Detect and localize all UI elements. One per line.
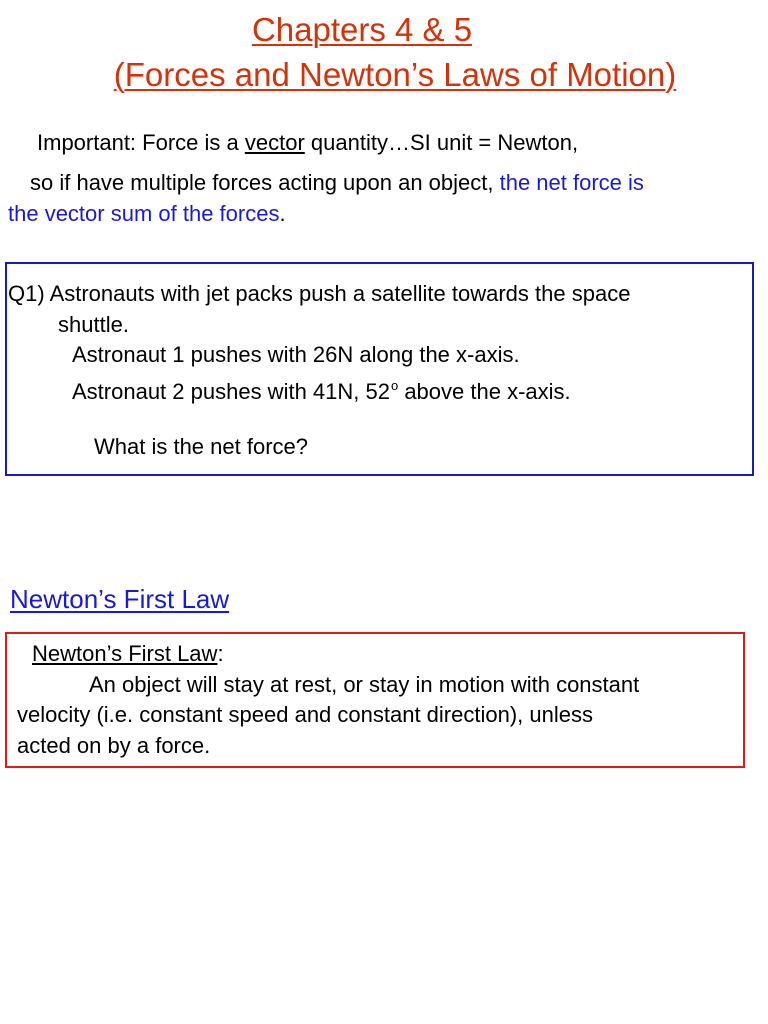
question-line-3: Astronaut 1 pushes with 26N along the x-axis. [72, 342, 520, 367]
question-line-4-suffix: above the x-axis. [398, 379, 571, 404]
page-title: Chapters 4 & 5 [251, 11, 473, 48]
intro-suffix: quantity…SI unit = Newton, [304, 130, 579, 155]
intro-line-2 [30, 168, 644, 198]
intro-line-3 [8, 199, 286, 229]
law-line-3: acted on by a force. [17, 733, 211, 758]
law-label: Newton’s First Law [32, 641, 218, 666]
question-line-2: shuttle. [58, 312, 129, 337]
law-line-2: velocity (i.e. constant speed and constant direction), unless [17, 702, 593, 727]
intro-line-1 [37, 128, 578, 158]
degree-symbol: o [390, 378, 399, 393]
net-force-highlight: the net force is [499, 170, 644, 195]
question-line-1: Q1) Astronauts with jet packs push a satellite towards the space [8, 281, 631, 306]
intro-prefix: Important: Force is a [37, 130, 245, 155]
question-line-4-prefix: Astronaut 2 pushes with 41N, 52 [72, 379, 390, 404]
law-label-line [32, 639, 224, 669]
law-colon: : [217, 641, 224, 666]
question-line-5: What is the net force? [94, 434, 308, 459]
vector-sum-highlight: the vector sum of the forces [8, 201, 280, 226]
intro-line-3-end: . [279, 201, 286, 226]
newtons-first-law-heading[interactable]: Newton’s First Law [10, 584, 230, 614]
vector-word: vector [244, 130, 305, 155]
intro-line-2-plain: so if have multiple forces acting upon an object, [30, 170, 500, 195]
question-line-4 [72, 371, 571, 407]
page-subtitle: (Forces and Newton’s Laws of Motion) [113, 56, 677, 93]
law-line-1: An object will stay at rest, or stay in motion with constant [89, 672, 640, 697]
